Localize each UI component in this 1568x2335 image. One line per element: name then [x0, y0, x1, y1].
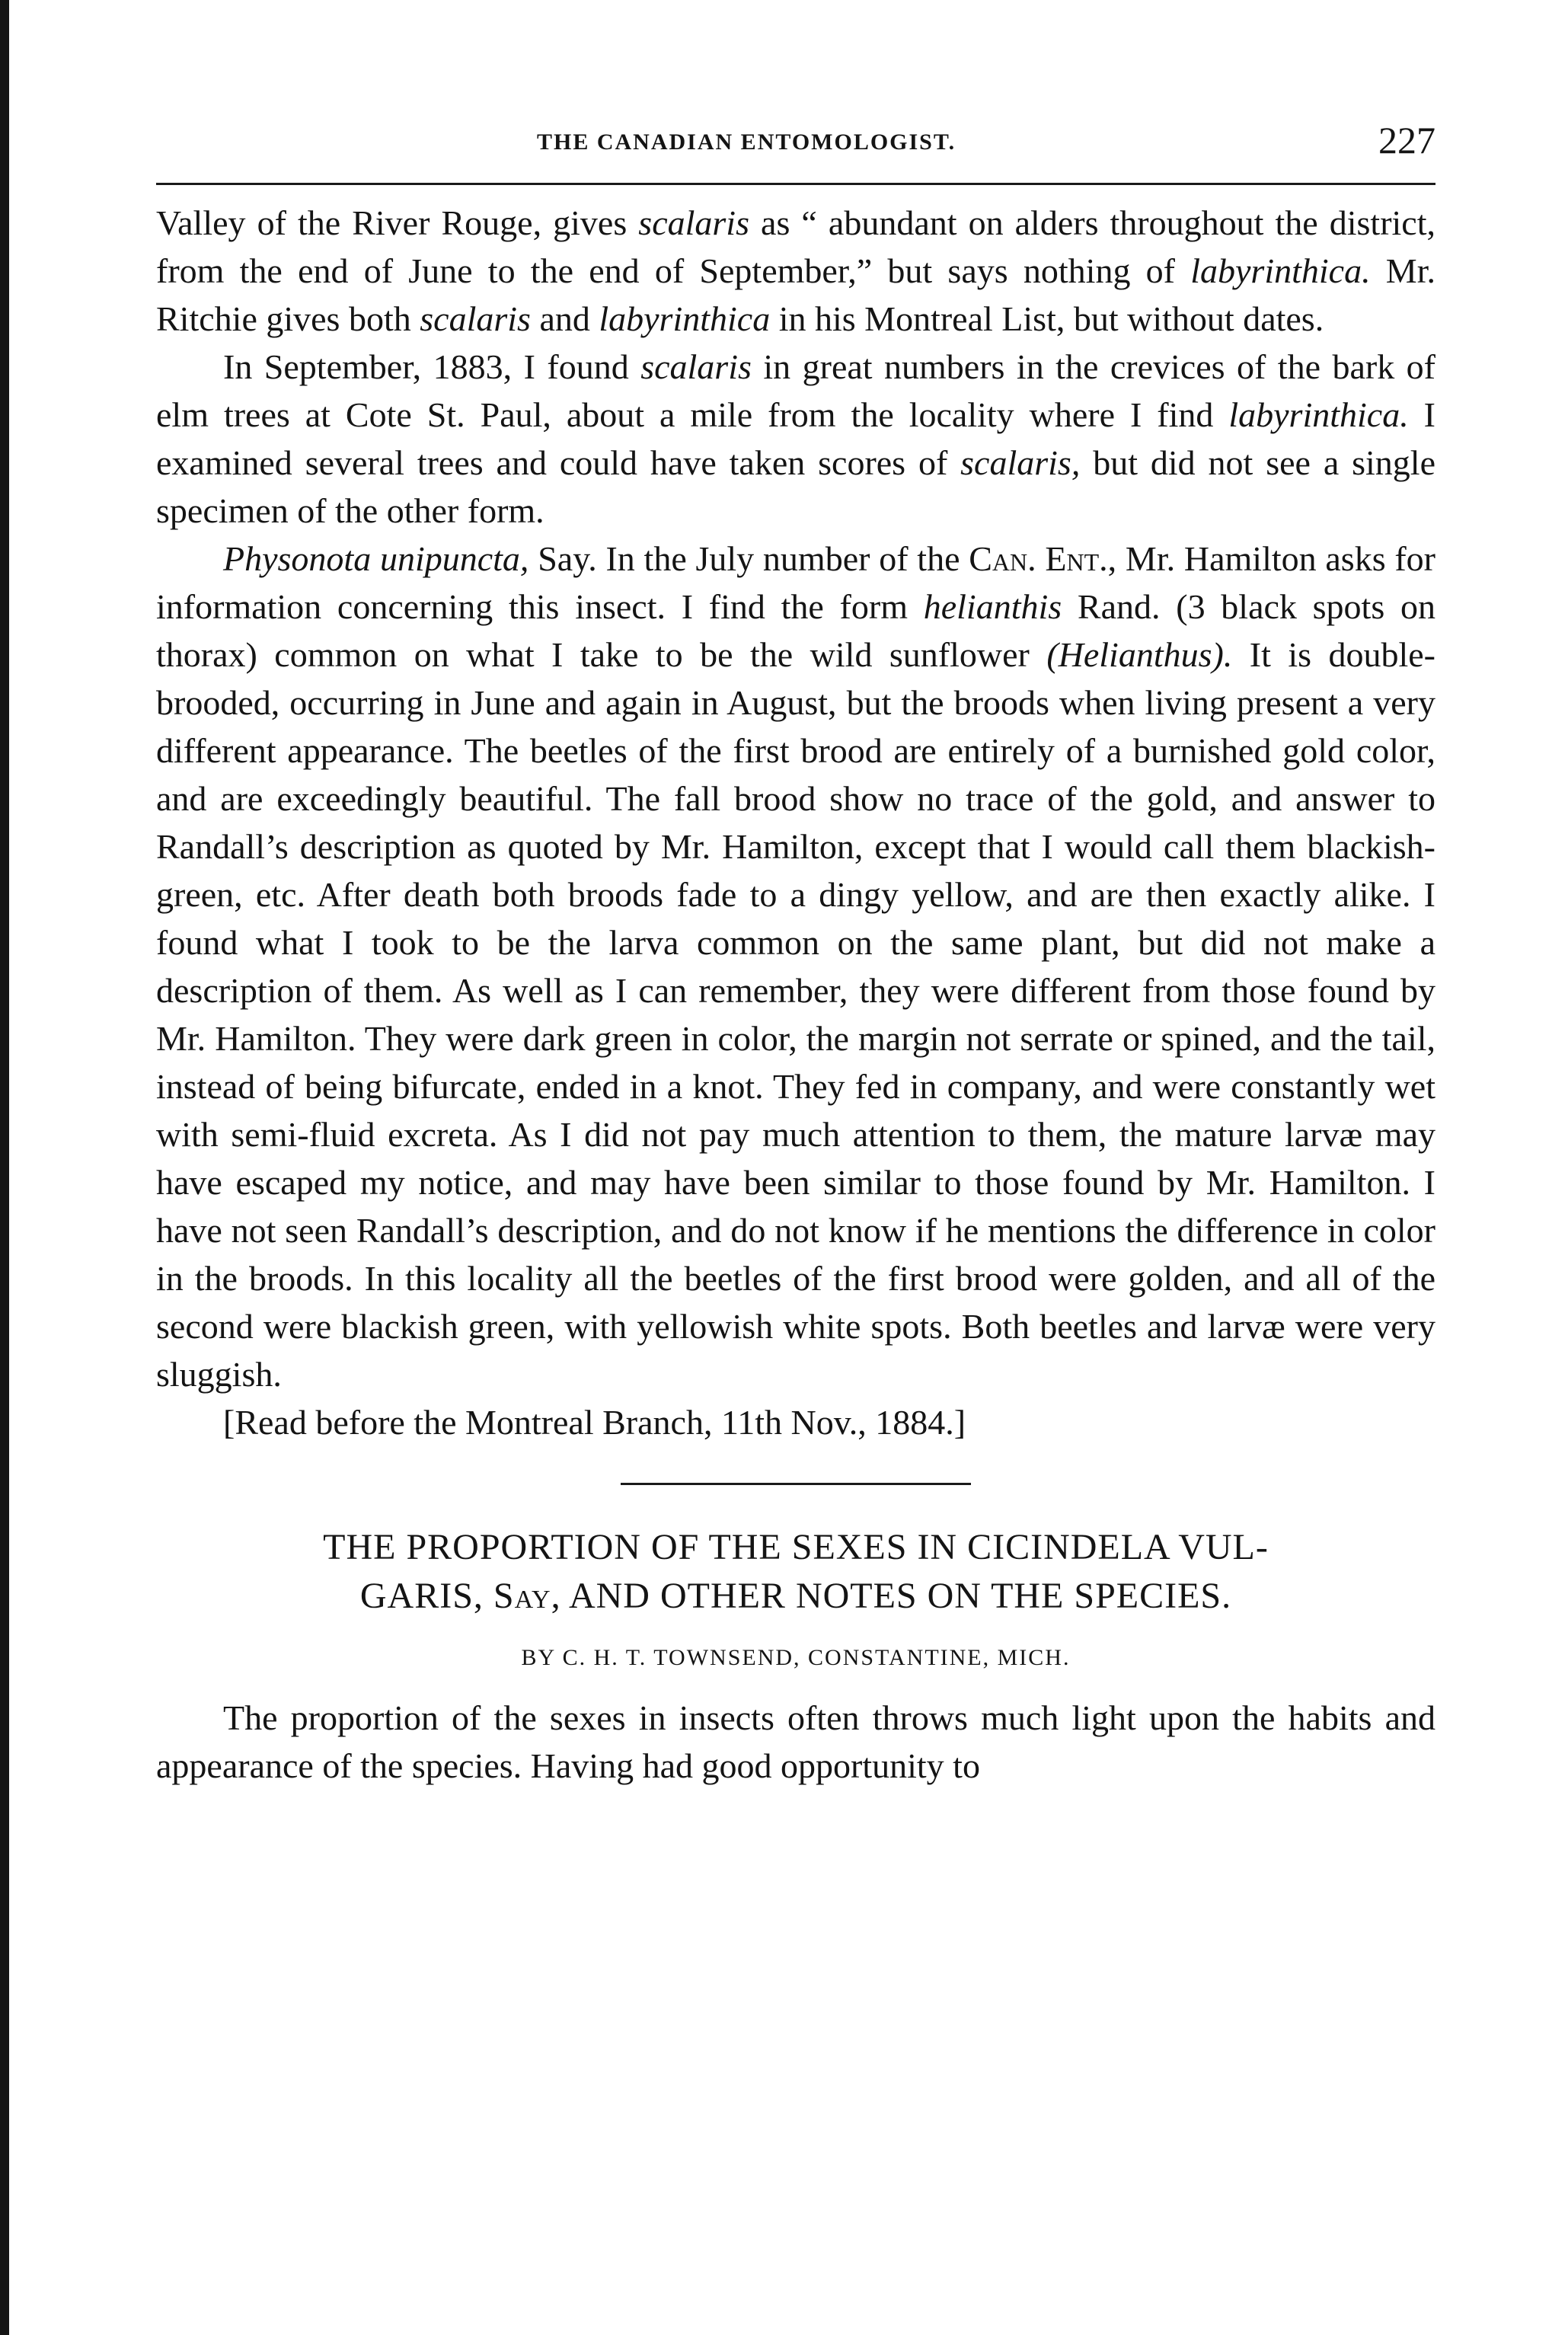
author-abbreviation: Say — [493, 1576, 551, 1616]
title-line: GARIS, — [359, 1576, 493, 1616]
page-binding-edge — [0, 0, 9, 2335]
species-name: Physonota unipuncta, — [223, 539, 529, 578]
text-run: and — [530, 299, 599, 338]
article-title — [156, 1523, 1435, 1621]
section-divider — [621, 1483, 971, 1485]
text-run: I examined several trees and could have taken scores of — [156, 395, 1435, 482]
running-title: THE CANADIAN ENTOMOLOGIST. — [537, 129, 956, 155]
species-name: helianthis — [923, 587, 1062, 626]
journal-abbreviation: Can. Ent. — [969, 539, 1108, 578]
text-run: Valley of the River Rouge, gives — [156, 203, 639, 242]
page-number: 227 — [1378, 119, 1435, 161]
text-run: Say. In the July number of the — [529, 539, 969, 578]
species-name: labyrinthica. — [1228, 395, 1409, 434]
title-line: , AND OTHER NOTES ON THE SPECIES. — [551, 1576, 1232, 1616]
text-run: Mr. Ritchie gives both — [156, 251, 1435, 338]
journal-page — [156, 114, 1435, 1790]
species-name: labyrinthica — [599, 299, 771, 338]
paragraph-proportion: The proportion of the sexes in insects often throws much light upon the habits and appearance of the species. Having had good opportunity to — [156, 1698, 1435, 1785]
species-name: (Helianthus). — [1046, 635, 1233, 674]
species-name: labyrinthica. — [1190, 251, 1371, 290]
text-run: , Mr. Hamilton asks for information concerning this insect. I find the form — [156, 539, 1435, 626]
text-run: as “ abundant on alders throughout the district, from the end of June to the end of September,” but says nothing of — [156, 203, 1435, 290]
text-run: Rand. (3 black spots on thorax) common on what I take to be the wild sunflower — [156, 587, 1435, 674]
species-name: scalaris — [420, 299, 531, 338]
paragraph-physonota — [156, 535, 1435, 1398]
text-run: but did not see a single specimen of the other form. — [156, 443, 1435, 530]
author-byline: BY C. H. T. TOWNSEND, CONSTANTINE, MICH. — [521, 1645, 1071, 1670]
text-run: in his Montreal List, but without dates. — [770, 299, 1324, 338]
text-run: It is double-brooded, occurring in June and again in August, but the broods when living present a very different appearance. The beetles of the first brood are entirely of a burnished gold color, and are exceedingly beautiful. The fall brood show no trace of the gold, and answer to Randall’s description as quoted by Mr. Hamilton, except that I would call them blackish-green, etc. After death both broods fade to a dingy yellow, and are then exactly alike. I found what I took to be the larva common on the same plant, but did not make a description of them. As well as I can remember, they were different from those found by Mr. Hamilton. They were dark green in color, the margin not serrate or spined, and the tail, instead of being bifurcate, ended in a knot. They fed in company, and were constantly wet with semi-fluid excreta. As I did not pay much attention to them, the mature larvæ may have escaped my notice, and may have been similar to those found by Mr. Hamilton. I have not seen Randall’s description, and do not know if he mentions the difference in color in the broods. In this locality all the beetles of the first brood were golden, and all of the second were blackish green, with yellowish white spots. Both beetles and larvæ were very sluggish. — [156, 635, 1435, 1394]
species-name: scalaris — [638, 203, 749, 242]
text-run: in great numbers in the crevices of the bark of elm trees at Cote St. Paul, about a mile from the locality where I find — [156, 347, 1435, 434]
species-name: scalaris — [640, 347, 752, 386]
read-before-note: [Read before the Montreal Branch, 11th Nov., 1884.] — [223, 1403, 966, 1442]
header-rule — [156, 183, 1435, 185]
running-header — [156, 114, 1435, 183]
text-run: In September, 1883, I found — [223, 347, 641, 386]
title-line: THE PROPORTION OF THE SEXES IN CICINDELA VUL- — [323, 1527, 1269, 1567]
paragraph-river-rouge — [156, 199, 1435, 343]
paragraph-september-1883 — [156, 343, 1435, 535]
species-name: scalaris, — [960, 443, 1081, 482]
